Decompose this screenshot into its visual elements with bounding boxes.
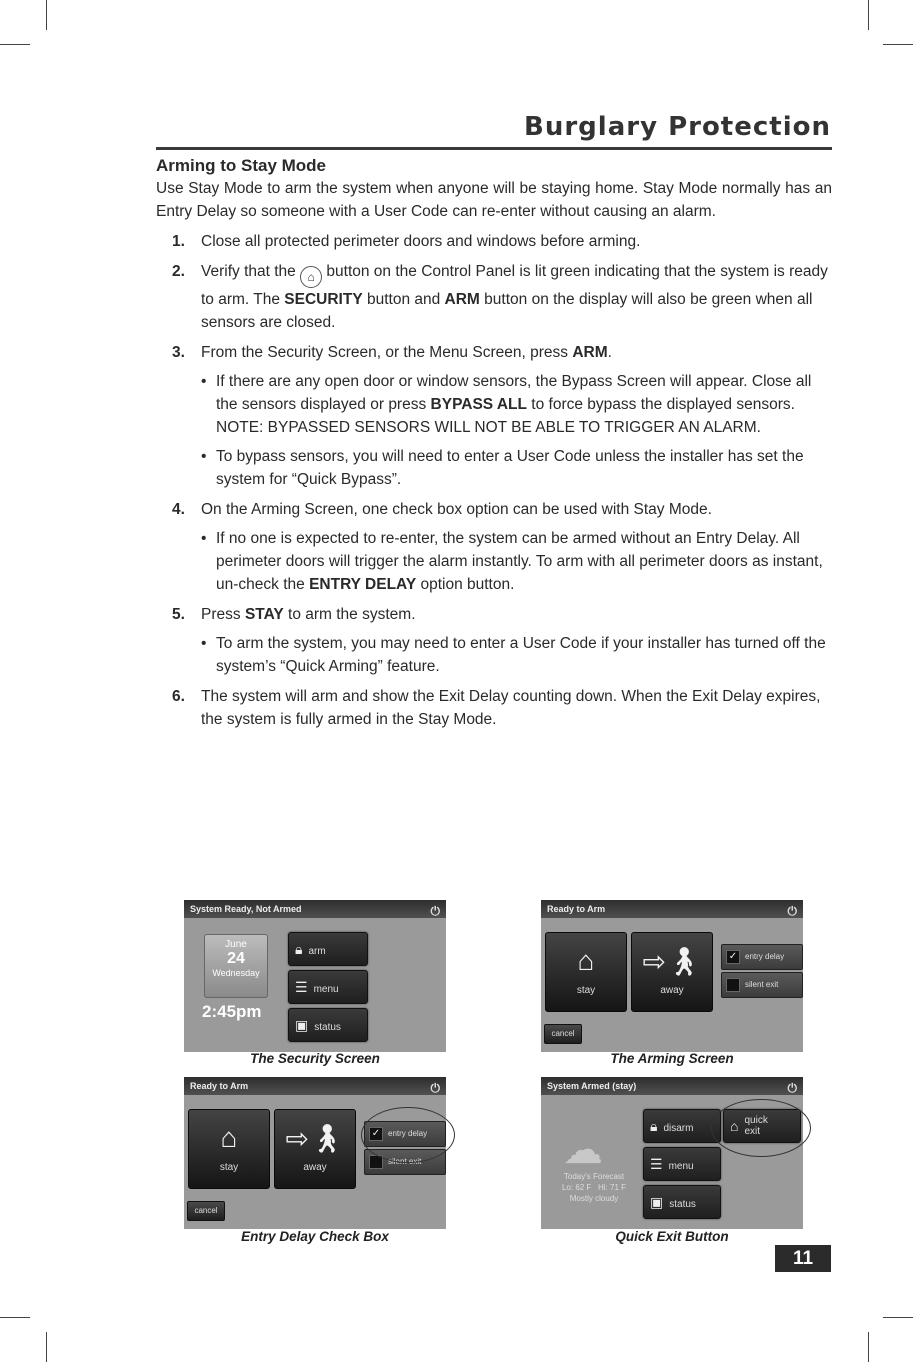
cancel-button[interactable]: cancel — [187, 1201, 225, 1221]
status-bar — [541, 900, 803, 918]
calendar-day: 24 — [227, 950, 245, 967]
silent-exit-label: silent exit — [388, 1157, 422, 1166]
security-screen-caption: The Security Screen — [250, 1051, 380, 1066]
arm-keyword: ARM — [444, 291, 480, 308]
menu-icon: ☰ — [650, 1156, 663, 1172]
forecast-hi: Hi: 71 F — [598, 1183, 627, 1192]
step-number: 4. — [172, 501, 185, 518]
check-icon: ✓ — [726, 950, 740, 964]
status-icon: ▣ — [295, 1017, 309, 1033]
crop-mark — [46, 1332, 47, 1362]
bullet-text: To arm the system, you may need to enter a User Code if your installer has turned off the system’s “Quick Arming” feature. — [216, 635, 826, 675]
status-bar — [184, 1077, 446, 1095]
stay-button[interactable] — [545, 932, 627, 1012]
bullet-dot: • — [201, 530, 207, 547]
disarm-button[interactable] — [643, 1109, 721, 1143]
status-label: status — [314, 1022, 341, 1033]
bullet-text: to force bypass the displayed sensors. NOTE: BYPASSED SENSORS WILL NOT BE ABLE TO TRIGGER AN ALARM. — [216, 396, 795, 436]
calendar-weekday: Wednesday — [212, 968, 260, 978]
entry-delay-label: entry delay — [388, 1129, 428, 1138]
entry-delay-caption: Entry Delay Check Box — [241, 1229, 389, 1244]
walking-away-icon: ⇨🚶︎ — [285, 1123, 345, 1154]
bullet-item — [201, 632, 832, 678]
step-3 — [156, 341, 832, 491]
status-bar-text: Ready to Arm — [190, 1081, 249, 1091]
crop-mark — [46, 0, 47, 30]
menu-label: menu — [313, 984, 339, 995]
step-text — [201, 260, 832, 334]
away-button[interactable] — [274, 1109, 356, 1189]
calendar-tile — [204, 934, 268, 998]
bullet-dot: • — [201, 635, 207, 652]
step-1 — [156, 230, 832, 253]
page-header-title: Burglary Protection — [524, 112, 831, 142]
power-plug-icon: ⏻ — [430, 904, 440, 918]
checkbox-empty — [726, 978, 740, 992]
arm-label: arm — [308, 946, 326, 957]
cancel-button[interactable]: cancel — [544, 1024, 582, 1044]
status-button[interactable] — [288, 1008, 368, 1042]
forecast-title: Today's Forecast — [563, 1172, 625, 1181]
entry-delay-keyword: ENTRY DELAY — [309, 576, 417, 593]
bypass-all-keyword: BYPASS ALL — [430, 396, 527, 413]
crop-mark — [883, 1317, 913, 1318]
step-text: The system will arm and show the Exit Delay counting down. When the Exit Delay expires, the system is fully armed in the Stay Mode. — [201, 688, 821, 728]
stay-button[interactable] — [188, 1109, 270, 1189]
forecast-condition: Mostly cloudy — [569, 1194, 619, 1203]
step-text-part: to arm the system. — [288, 606, 416, 623]
stay-label: stay — [219, 1162, 239, 1173]
disarm-label: disarm — [663, 1123, 694, 1134]
step-number: 3. — [172, 344, 185, 361]
main-content — [156, 155, 832, 738]
status-bar — [184, 900, 446, 918]
bullet-text: If no one is expected to re-enter, the system can be armed without an Entry Delay. All perimeter doors will trigger the alarm instantly. To arm with all perimeter doors as instant, un-check the — [216, 530, 823, 593]
calendar-month: June — [225, 939, 247, 950]
bullet-text: option button. — [420, 576, 515, 593]
away-button[interactable] — [631, 932, 713, 1012]
silent-exit-checkbox[interactable] — [721, 972, 803, 998]
step-5 — [156, 603, 832, 678]
arm-keyword: ARM — [572, 344, 608, 361]
entry-delay-checkbox[interactable] — [721, 944, 803, 970]
bullet-text: To bypass sensors, you will need to enter a User Code unless the installer has set the system for “Quick Bypass”. — [216, 448, 804, 488]
forecast-temps — [549, 1182, 639, 1193]
header-rule — [156, 147, 832, 150]
lock-icon: 🔒︎ — [295, 941, 303, 957]
crop-mark — [0, 44, 30, 45]
step-2 — [156, 260, 832, 334]
bullet-dot: • — [201, 373, 207, 390]
away-label: away — [303, 1162, 327, 1173]
step-6 — [156, 685, 832, 731]
power-plug-icon: ⏻ — [787, 904, 797, 918]
status-label: status — [669, 1199, 696, 1210]
quick-exit-line-1: quick — [744, 1115, 768, 1126]
step-text-part: . — [607, 344, 612, 361]
power-plug-icon: ⏻ — [430, 1081, 440, 1095]
step-text-part: From the Security Screen, or the Menu Screen, press — [201, 344, 568, 361]
status-bar-text: Ready to Arm — [547, 904, 606, 914]
entry-delay-label: entry delay — [745, 952, 785, 961]
arming-screen-image — [541, 900, 803, 1052]
bullet-item — [201, 527, 832, 596]
step-4 — [156, 498, 832, 596]
step-text-part: Verify that the — [201, 263, 296, 280]
crop-mark — [883, 44, 913, 45]
walking-away-icon: ⇨🚶︎ — [642, 946, 702, 977]
house-person-icon: ⌂ — [577, 945, 595, 976]
step-text-part: button and — [366, 291, 441, 308]
arm-button[interactable] — [288, 932, 368, 966]
step-number: 1. — [172, 233, 185, 250]
step-number: 5. — [172, 606, 185, 623]
highlight-circle — [361, 1107, 455, 1163]
step-text: Close all protected perimeter doors and windows before arming. — [201, 233, 641, 250]
status-bar-text: System Armed (stay) — [547, 1081, 637, 1091]
bullet-text: If there are any open door or window sensors, the Bypass Screen will appear. Close all the sensors displayed or press — [216, 373, 812, 413]
lock-icon: 🔒︎ — [650, 1118, 658, 1134]
step-number: 2. — [172, 263, 185, 280]
house-person-icon: ⌂ — [220, 1122, 238, 1153]
arming-screen-caption: The Arming Screen — [610, 1051, 734, 1066]
step-text — [201, 341, 832, 364]
step-text-part: Press — [201, 606, 241, 623]
forecast-panel — [549, 1171, 639, 1204]
forecast-lo: Lo: 62 F — [561, 1183, 592, 1192]
intro-paragraph: Use Stay Mode to arm the system when anyone will be staying home. Stay Mode normally has an Entry Delay so someone with a User Code can re-enter without causing an alarm. — [156, 180, 832, 220]
step-text — [201, 603, 832, 626]
step-number: 6. — [172, 688, 185, 705]
away-label: away — [660, 985, 684, 996]
cloud-icon: ☁ — [563, 1128, 603, 1172]
crop-mark — [868, 0, 869, 30]
status-bar — [541, 1077, 803, 1095]
crop-mark — [868, 1332, 869, 1362]
status-icon: ▣ — [650, 1194, 664, 1210]
step-text-part: button on the Control Panel is lit green indicating that the system is ready to arm. The — [201, 263, 828, 308]
security-keyword: SECURITY — [284, 291, 363, 308]
menu-button[interactable] — [643, 1147, 721, 1181]
bullet-item — [201, 370, 832, 439]
clock-time: 2:45pm — [202, 1002, 262, 1021]
security-screen-image — [184, 900, 446, 1052]
bullet-item — [201, 445, 832, 491]
silent-exit-label: silent exit — [745, 980, 779, 989]
status-button[interactable] — [643, 1185, 721, 1219]
stay-label: stay — [576, 985, 596, 996]
highlight-circle — [711, 1099, 811, 1157]
bullet-dot: • — [201, 448, 207, 465]
step-text-part: button on the display will also be green when all sensors are closed. — [201, 291, 813, 331]
home-button-icon: ⌂ — [300, 266, 322, 288]
check-icon: ✓ — [369, 1127, 383, 1141]
page-number: 11 — [775, 1245, 831, 1272]
menu-icon: ☰ — [295, 979, 308, 995]
step-text: On the Arming Screen, one check box option can be used with Stay Mode. — [201, 501, 712, 518]
menu-button[interactable] — [288, 970, 368, 1004]
power-plug-icon: ⏻ — [787, 1081, 797, 1095]
crop-mark — [0, 1317, 30, 1318]
house-icon: ⌂ — [730, 1118, 739, 1134]
section-heading: Arming to Stay Mode — [156, 156, 327, 175]
status-bar-text: System Ready, Not Armed — [190, 904, 302, 914]
stay-keyword: STAY — [244, 606, 284, 623]
quick-exit-caption: Quick Exit Button — [615, 1229, 729, 1244]
quick-exit-line-2: exit — [744, 1126, 761, 1137]
menu-label: menu — [668, 1161, 694, 1172]
